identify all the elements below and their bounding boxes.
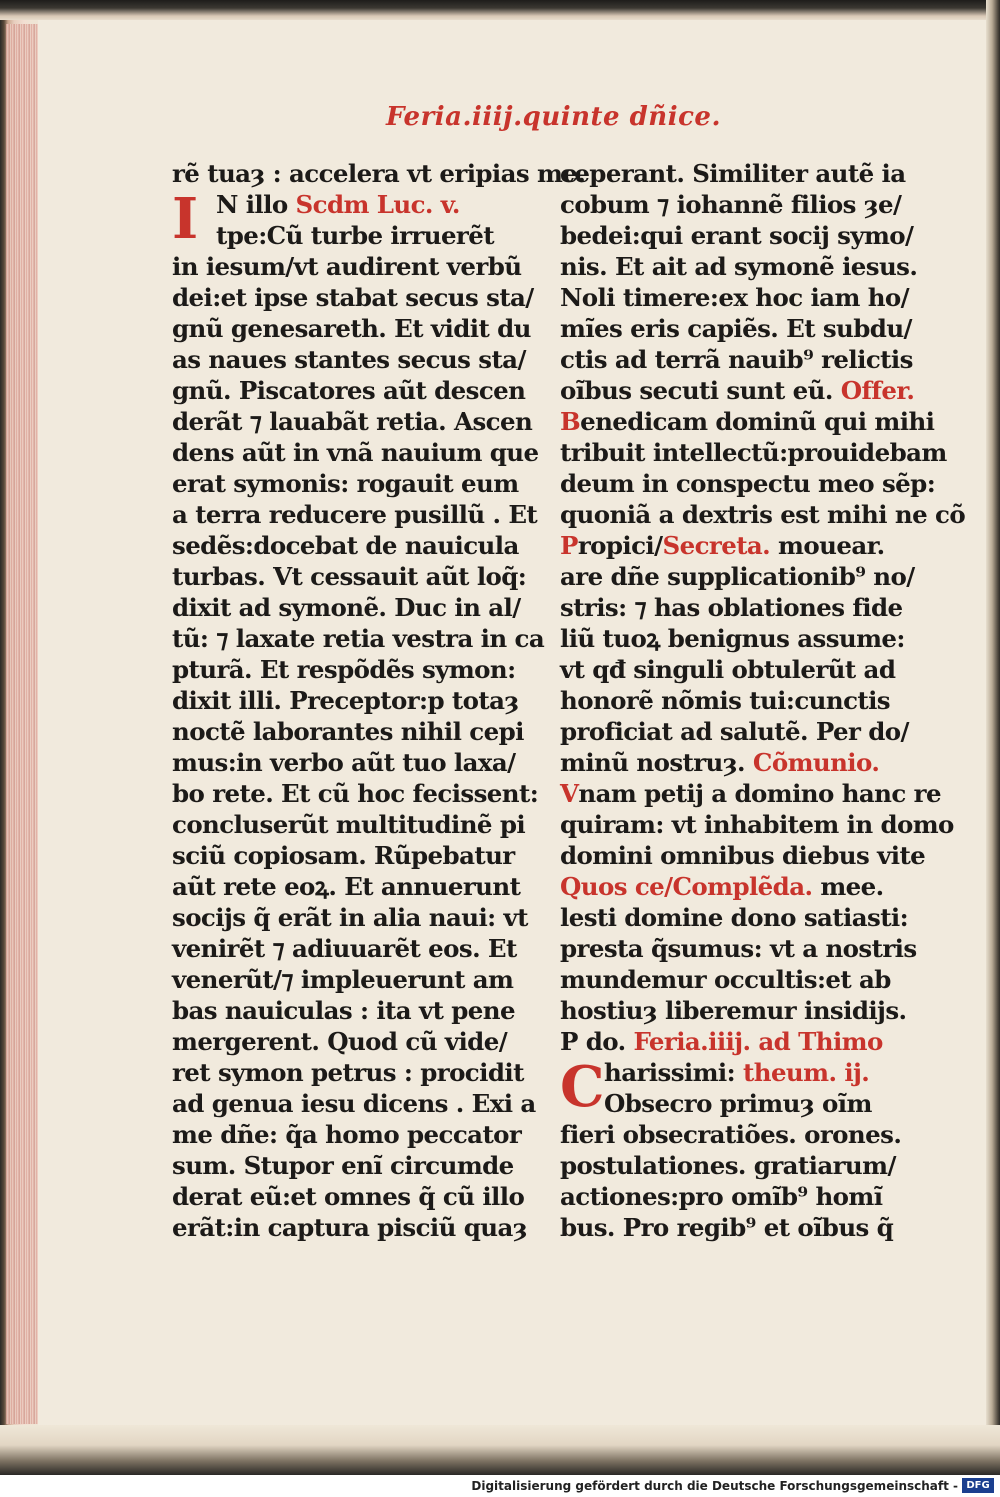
- line-text: dei:et ipse stabat secus sta/: [172, 283, 534, 312]
- text-line: [172, 1088, 536, 1119]
- line-text: N illo: [216, 190, 296, 219]
- line-text: lesti domine dono satiasti:: [560, 903, 909, 932]
- text-line: [560, 623, 910, 654]
- line-text: derãt ⁊ lauabãt retia. Ascen: [172, 407, 533, 436]
- text-line: [560, 747, 910, 778]
- line-text: enedicam dominũ qui mihi: [580, 407, 935, 436]
- dfg-logo: DFG: [962, 1478, 994, 1493]
- text-line: [172, 809, 526, 840]
- red-initial: C: [560, 1054, 604, 1120]
- text-line: [560, 375, 915, 406]
- line-text: bas nauiculas : ita vt pene: [172, 996, 515, 1025]
- line-text: are dñe supplicationib⁹ no/: [560, 562, 915, 591]
- text-line: [172, 778, 539, 809]
- line-text: me dñe: q̃a homo peccator: [172, 1120, 522, 1149]
- footer-bar: [0, 1475, 1000, 1497]
- rubric-text: Offer.: [840, 376, 915, 405]
- book-right-edge: [986, 0, 1000, 1475]
- text-line: [172, 747, 522, 778]
- footer-credit: Digitalisierung gefördert durch die Deutsche Forschungsgemeinschaft -: [471, 1479, 958, 1493]
- text-line: [560, 995, 910, 1026]
- text-line: [172, 499, 538, 530]
- line-text: Noli timere:ex hoc iam ho/: [560, 283, 910, 312]
- line-text: ceperant. Similiter autẽ ia: [560, 159, 906, 188]
- line-text: stris: ⁊ has oblationes fide: [560, 593, 903, 622]
- text-line: [172, 437, 539, 468]
- line-text: tũ: ⁊ laxate retia vestra in ca: [172, 624, 545, 653]
- text-line: [172, 406, 533, 437]
- text-line: [172, 530, 522, 561]
- text-line: [172, 1181, 525, 1212]
- text-line: [560, 778, 941, 809]
- text-line: [172, 871, 522, 902]
- text-line: [560, 313, 910, 344]
- line-text: bedei:qui erant socij symo/: [560, 221, 914, 250]
- text-line: [560, 220, 914, 251]
- line-text: quiram: vt inhabitem in domo: [560, 810, 954, 839]
- line-text: sedẽs:docebat de nauicula: [172, 531, 519, 560]
- text-line: [172, 1212, 528, 1243]
- text-line: [560, 406, 935, 437]
- line-text: a terra reducere pusillũ . Et: [172, 500, 538, 529]
- page-fore-edge: [6, 24, 38, 1424]
- text-line: [560, 809, 954, 840]
- line-text: hostiuȝ liberemur insidijs.: [560, 996, 907, 1025]
- line-tail: mee.: [812, 872, 884, 901]
- line-text: noctẽ laborantes nihil cepi: [172, 717, 524, 746]
- line-text: bo rete. Et cũ hoc fecissent:: [172, 779, 539, 808]
- text-line: [560, 592, 910, 623]
- line-text: harissimi:: [604, 1058, 744, 1087]
- text-line: [560, 1119, 910, 1150]
- line-text: liũ tuoꝝ benignus assume:: [560, 624, 905, 653]
- line-text: fieri obsecratiões. orones.: [560, 1120, 902, 1149]
- line-text: in iesum/vt audirent verbũ: [172, 252, 522, 281]
- line-text: mergerent. Quod cũ vide/: [172, 1027, 508, 1056]
- text-line: [172, 375, 526, 406]
- line-text: concluserũt multitudinẽ pi: [172, 810, 526, 839]
- text-line: [172, 592, 522, 623]
- rubric-initial: V: [560, 779, 579, 808]
- line-text: deum in conspectu meo sẽp:: [560, 469, 936, 498]
- rubric-text: Feria.iiij. ad Thimo: [633, 1027, 883, 1056]
- line-text: ad genua iesu dicens . Exi a: [172, 1089, 536, 1118]
- line-text: nis. Et ait ad symonẽ iesus.: [560, 252, 918, 281]
- line-text: gnũ. Piscatores aũt descen: [172, 376, 526, 405]
- line-text: pturã. Et respõdẽs symon:: [172, 655, 516, 684]
- book-top-edge: [0, 0, 1000, 20]
- red-initial: I: [172, 186, 198, 252]
- line-text: tpe:Cũ turbe irruerẽt: [216, 221, 494, 250]
- text-line: [172, 1119, 522, 1150]
- line-tail: mouear.: [770, 531, 885, 560]
- text-line: [172, 840, 522, 871]
- line-text: dixit illi. Preceptor:p totaȝ: [172, 686, 519, 715]
- left-text-column: [172, 158, 586, 1243]
- text-line: [172, 344, 526, 375]
- text-line: [560, 964, 910, 995]
- rubric-text: Cõmunio.: [752, 748, 880, 777]
- text-line: [172, 964, 522, 995]
- text-line: [172, 716, 522, 747]
- line-text: cobum ⁊ iohannẽ filios ȝe/: [560, 190, 902, 219]
- line-text: mus:in verbo aũt tuo laxa/: [172, 748, 516, 777]
- text-line: [172, 1150, 522, 1181]
- line-text: as naues stantes secus sta/: [172, 345, 526, 374]
- rubric-text: Secreta.: [662, 531, 771, 560]
- rubric-text: Scdm Luc. v.: [295, 190, 460, 219]
- text-line: [172, 158, 586, 189]
- text-line: [560, 561, 915, 592]
- text-line: [172, 251, 522, 282]
- line-text: nam petij a domino hanc re: [578, 779, 941, 808]
- right-text-column: [560, 158, 966, 1243]
- line-text: postulationes. gratiarum/: [560, 1151, 896, 1180]
- text-line: [172, 902, 528, 933]
- text-line: [560, 1181, 910, 1212]
- running-head: Feria.iiij.quinte dñice.: [386, 102, 721, 132]
- book-bottom-edge: [0, 1425, 1000, 1475]
- rubric-initial: B: [560, 407, 581, 436]
- text-line: [172, 995, 522, 1026]
- text-line: [560, 871, 910, 902]
- line-text: derat eũ:et omnes q̃ cũ illo: [172, 1182, 525, 1211]
- text-line: [560, 685, 910, 716]
- text-line: [172, 623, 545, 654]
- text-line: [560, 1212, 910, 1243]
- line-text: mĩes eris capiẽs. Et subdu/: [560, 314, 912, 343]
- line-text: P do.: [560, 1027, 634, 1056]
- text-line: [560, 344, 913, 375]
- rubric-initial: Quos ce/: [560, 872, 673, 901]
- text-line: [560, 654, 910, 685]
- line-text: aũt rete eoꝝ. Et annuerunt: [172, 872, 521, 901]
- text-line: [172, 933, 522, 964]
- line-text: ret symon petrus : procidit: [172, 1058, 524, 1087]
- line-text: rẽ tuaȝ : accelera vt eripias me.: [172, 159, 586, 188]
- line-text: erat symonis: rogauit eum: [172, 469, 519, 498]
- text-line: [560, 716, 910, 747]
- line-text: turbas. Vt cessauit aũt loq̃:: [172, 562, 527, 591]
- line-text: gnũ genesareth. Et vidit du: [172, 314, 531, 343]
- rubric-text: Complẽda.: [672, 872, 813, 901]
- text-line: [560, 251, 918, 282]
- text-line: [560, 1088, 910, 1119]
- line-text: mundemur occultis:et ab: [560, 965, 891, 994]
- text-line: [172, 1026, 522, 1057]
- line-text: Obsecro primuȝ oĩm: [604, 1089, 872, 1118]
- text-line: [172, 1057, 522, 1088]
- text-line: [560, 1026, 910, 1057]
- text-line: [560, 840, 926, 871]
- text-line: [560, 468, 936, 499]
- rubric-text: theum. ij.: [743, 1058, 870, 1087]
- line-text: erãt:in captura pisciũ quaȝ: [172, 1213, 528, 1242]
- text-line: [560, 189, 910, 220]
- text-line: [172, 685, 522, 716]
- line-text: domini omnibus diebus vite: [560, 841, 926, 870]
- text-line: [560, 933, 917, 964]
- line-text: tribuit intellectũ:prouidebam: [560, 438, 947, 467]
- line-text: ropici/: [577, 531, 663, 560]
- line-text: minũ nostruȝ.: [560, 748, 753, 777]
- line-text: proficiat ad salutẽ. Per do/: [560, 717, 909, 746]
- text-line: [560, 158, 910, 189]
- text-line: [560, 902, 910, 933]
- text-line: [172, 654, 522, 685]
- line-text: socijs q̃ erãt in alia naui: vt: [172, 903, 528, 932]
- line-text: venerũt/⁊ impleuerunt am: [172, 965, 514, 994]
- text-line: [560, 437, 947, 468]
- text-line: [172, 561, 527, 592]
- line-text: ctis ad terrã nauib⁹ relictis: [560, 345, 913, 374]
- line-text: bus. Pro regib⁹ et oĩbus q̃: [560, 1213, 894, 1242]
- text-line: [560, 530, 910, 561]
- text-line: [560, 282, 910, 313]
- rubric-initial: P: [560, 531, 578, 560]
- line-text: honorẽ nõmis tui:cunctis: [560, 686, 890, 715]
- text-line: [172, 282, 534, 313]
- text-line: [172, 220, 522, 251]
- text-line: [172, 468, 522, 499]
- line-text: dens aũt in vnã nauium que: [172, 438, 539, 467]
- line-text: oĩbus secuti sunt eũ.: [560, 376, 841, 405]
- line-text: quoniã a dextris est mihi ne cõ: [560, 500, 966, 529]
- line-text: dixit ad symonẽ. Duc in al/: [172, 593, 521, 622]
- line-text: vt qđ singuli obtulerũt ad: [560, 655, 896, 684]
- text-line: [172, 313, 531, 344]
- line-text: venirẽt ⁊ adiuuarẽt eos. Et: [172, 934, 517, 963]
- line-text: actiones:pro omĩb⁹ homĩ: [560, 1182, 883, 1211]
- line-text: sum. Stupor enĩ circumde: [172, 1151, 514, 1180]
- line-text: sciũ copiosam. Rũpebatur: [172, 841, 515, 870]
- text-line: [560, 1150, 910, 1181]
- line-text: presta q̃sumus: vt a nostris: [560, 934, 917, 963]
- text-line: [560, 499, 966, 530]
